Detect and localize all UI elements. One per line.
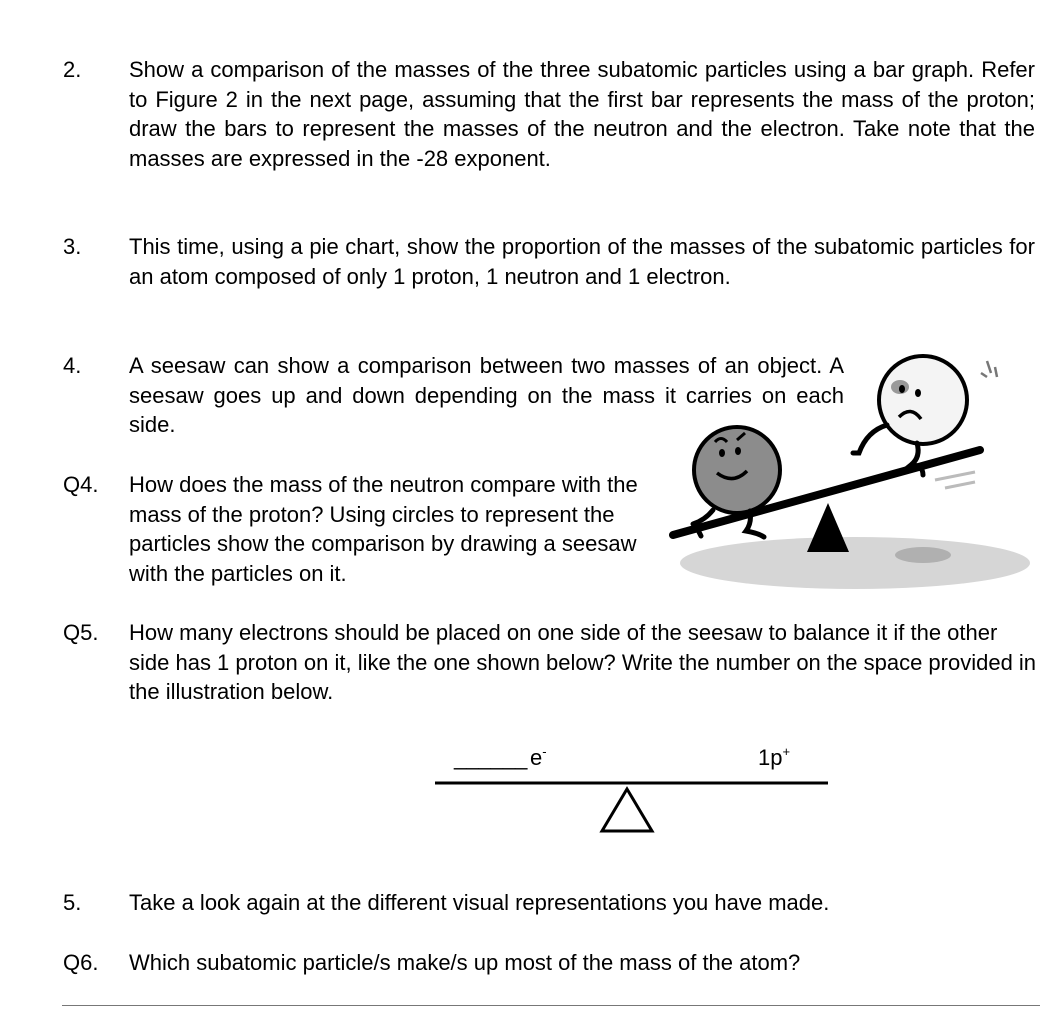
seesaw-cartoon-illustration bbox=[655, 345, 1055, 595]
question-number: 3. bbox=[63, 234, 82, 259]
ball-leg bbox=[853, 425, 887, 453]
seesaw-fulcrum bbox=[807, 503, 849, 552]
ground-shadow-small bbox=[895, 547, 951, 563]
question-text: Which subatomic particle/s make/s up most of the mass of the atom? bbox=[129, 950, 801, 975]
question-number: 5. bbox=[63, 890, 82, 915]
ball-eye bbox=[719, 449, 725, 457]
answer-line[interactable] bbox=[62, 1005, 1040, 1006]
ball-eye bbox=[735, 447, 741, 455]
question-text: A seesaw can show a comparison between two masses of an object. A seesaw goes up and down depending on the mass it carries on each side. bbox=[129, 353, 844, 437]
motion-lines bbox=[935, 472, 975, 488]
ground-shadow bbox=[680, 537, 1030, 589]
question-text: This time, using a pie chart, show the proportion of the masses of the subatomic particles for an atom composed of only 1 proton, 1 neutron and 1 electron. bbox=[129, 234, 1035, 289]
balance-illustration bbox=[430, 745, 850, 840]
electron-count-blank[interactable]: ______ bbox=[454, 745, 528, 770]
question-text: Show a comparison of the masses of the three subatomic particles using a bar graph. Refer to Figure 2 in the next page, assuming that the first bar represents the mass of the proton; draw the bars to represent the masses of the neutron and the electron. Take note that the masses are expressed in the -28 exponent. bbox=[129, 57, 1035, 171]
electron-label bbox=[530, 745, 547, 771]
electron-charge: - bbox=[542, 744, 547, 759]
white-particle-ball bbox=[879, 356, 967, 444]
proton-label bbox=[758, 745, 790, 771]
question-number: Q5. bbox=[63, 620, 99, 645]
question-text: How does the mass of the neutron compare with the mass of the proton? Using circles to represent the particles show the comparison by drawing a seesaw with the particles on it. bbox=[129, 472, 638, 586]
electron-symbol: e bbox=[530, 745, 543, 770]
question-number: Q6. bbox=[63, 950, 99, 975]
question-number: Q4. bbox=[63, 472, 99, 497]
proton-charge: + bbox=[782, 744, 791, 759]
proton-text: 1p bbox=[758, 745, 783, 770]
balance-fulcrum bbox=[602, 789, 652, 831]
question-number: 4. bbox=[63, 353, 82, 378]
ball-eye bbox=[899, 385, 905, 393]
balance-seesaw-drawing bbox=[430, 775, 850, 840]
question-number: 2. bbox=[63, 57, 82, 82]
question-text: Take a look again at the different visual representations you have made. bbox=[129, 890, 830, 915]
motion-lines bbox=[981, 361, 997, 377]
ball-eye bbox=[915, 389, 921, 397]
question-text: How many electrons should be placed on one side of the seesaw to balance it if the other side has 1 proton on it, like the one shown below? Write the number on the space provided in the illustration below. bbox=[129, 620, 1037, 704]
